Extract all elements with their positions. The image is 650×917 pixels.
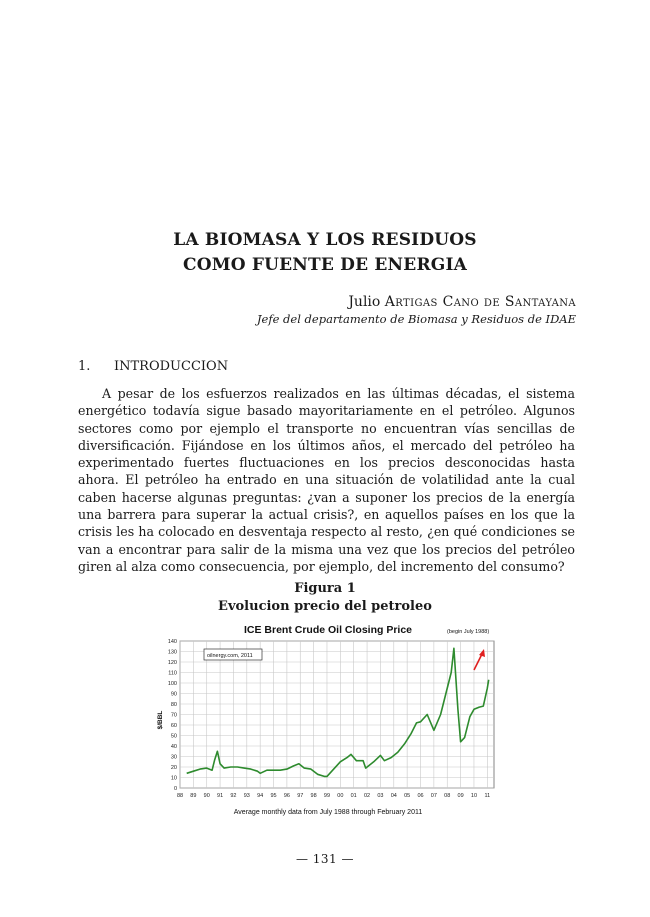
- y-tick-label: 100: [167, 681, 177, 687]
- title-line-1: LA BIOMASA Y LOS RESIDUOS: [173, 230, 477, 250]
- y-tick-label: 40: [170, 744, 177, 750]
- x-tick-label: 99: [323, 793, 331, 799]
- y-tick-label: 120: [167, 660, 177, 666]
- x-tick-label: 94: [257, 793, 264, 799]
- article-title: [0, 228, 650, 278]
- y-tick-label: 90: [170, 691, 177, 698]
- figure-caption: Evolucion precio del petroleo: [218, 599, 432, 614]
- x-tick-label: 93: [243, 793, 250, 799]
- y-tick-label: 30: [170, 754, 177, 761]
- x-tick-label: 96: [283, 793, 290, 799]
- author-name: [348, 293, 576, 311]
- x-tick-label: 02: [364, 793, 371, 799]
- x-tick-label: 97: [297, 793, 304, 799]
- y-tick-label: 10: [170, 775, 177, 782]
- chart-title: ICE Brent Crude Oil Closing Price: [243, 624, 413, 636]
- x-axis-label: Average monthly data from July 1988 through February 2011: [233, 809, 423, 816]
- source-box-text: oilnergy.com, 2011: [207, 653, 253, 659]
- x-tick-label: 04: [390, 793, 397, 799]
- x-tick-label: 01: [350, 793, 357, 799]
- x-tick-label: 90: [203, 793, 210, 799]
- body-paragraph: A pesar de los esfuerzos realizados en las últimas décadas, el sistema energético todavía sigue basado mayoritariamente en el petróleo. Algunos sectores como por ejemplo el transporte no encuentran vías sencillas de diversificación. Fijándose en los últimos años, el mercado del petróleo ha experimentado fuertes fluctuaciones en los precios desconocidas hasta ahora. El petróleo ha entrado en una situación de volatilidad ante la cual caben hacerse algunas preguntas: ¿van a suponer los precios de la energía una barrera para superar la actual crisis?, en aquellos países en los que la crisis les ha colocado en desventaja respecto al resto, ¿en qué condiciones se van a encontrar para salir de la misma una vez que los precios del petróleo giren al alza como consecuencia, por ejemplo, del incremento del consumo?: [78, 386, 575, 574]
- x-tick-label: 98: [310, 793, 317, 799]
- x-tick-label: 07: [430, 793, 437, 799]
- section-heading: [78, 359, 228, 374]
- x-tick-label: 89: [190, 793, 197, 799]
- author-affiliation: Jefe del departamento de Biomasa y Residuos de IDAE: [256, 312, 576, 326]
- x-tick-label: 06: [417, 793, 424, 799]
- x-tick-label: 09: [457, 793, 464, 799]
- y-tick-label: 130: [167, 649, 177, 656]
- y-tick-label: 0: [173, 786, 177, 792]
- x-tick-label: 05: [404, 793, 411, 799]
- author-first-name: Julio: [348, 294, 381, 310]
- title-line-2: COMO FUENTE DE ENERGIA: [182, 255, 468, 275]
- y-tick-labels: [168, 639, 177, 792]
- y-tick-label: 60: [170, 723, 177, 729]
- section-title: INTRODUCCION: [114, 359, 229, 374]
- y-tick-label: 50: [170, 733, 177, 740]
- x-tick-label: 91: [217, 793, 224, 799]
- x-tick-label: 92: [230, 793, 237, 799]
- x-tick-label: 10: [470, 793, 478, 799]
- author-surname: Artigas Cano de Santayana: [384, 294, 576, 310]
- x-tick-label: 03: [377, 793, 384, 799]
- y-tick-label: 20: [170, 765, 177, 771]
- x-tick-label: 95: [270, 793, 277, 799]
- x-tick-label: 00: [337, 793, 344, 799]
- page-number: — 131 —: [295, 852, 355, 866]
- y-tick-label: 140: [167, 639, 177, 645]
- x-tick-labels: [177, 793, 490, 799]
- y-tick-label: 110: [168, 670, 177, 677]
- x-tick-label: 88: [176, 793, 184, 799]
- figure-label: Figura 1: [294, 581, 356, 596]
- y-tick-label: 80: [170, 702, 177, 708]
- x-tick-label: 11: [484, 793, 491, 799]
- y-axis-label: $/BBL: [157, 710, 164, 730]
- section-number: 1.: [78, 359, 91, 374]
- chart-subtitle: (begin July 1988): [447, 629, 490, 635]
- oil-price-chart: [148, 620, 503, 820]
- y-tick-label: 70: [170, 712, 177, 719]
- x-tick-label: 08: [444, 793, 451, 799]
